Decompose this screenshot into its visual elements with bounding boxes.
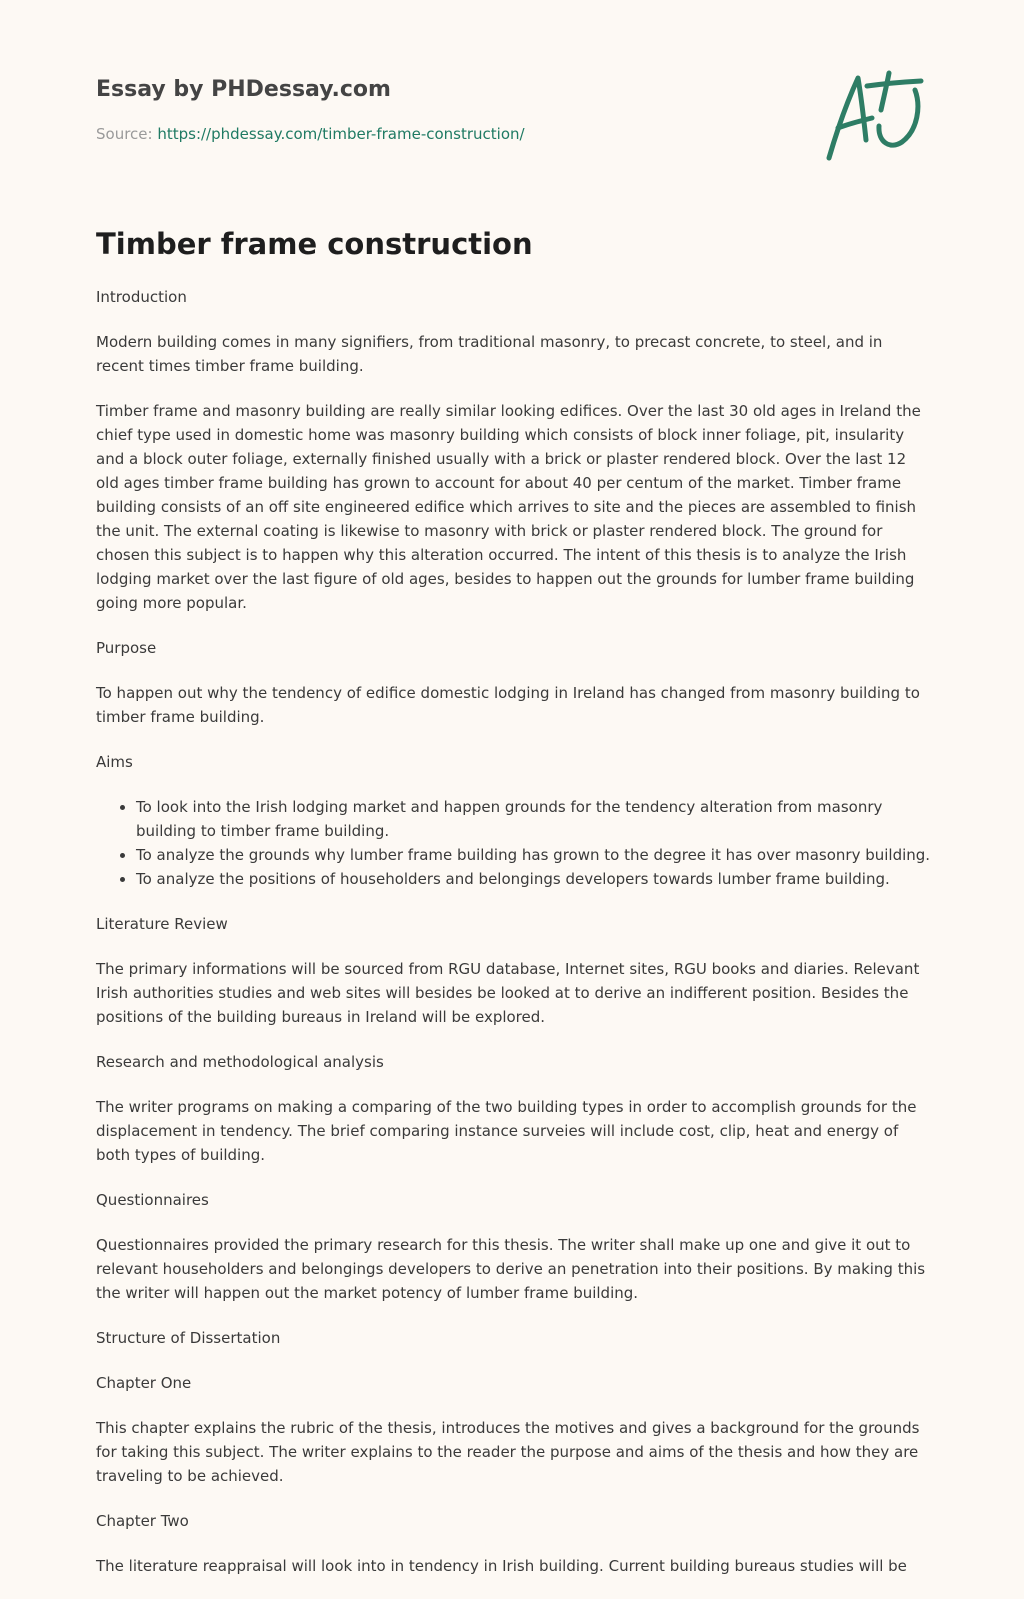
aims-list-item: • To look into the Irish lodging market and happen grounds for the tendency alteration from masonry building to timber frame building. — [136, 795, 932, 843]
aims-list-item: • To analyze the grounds why lumber frame building has grown to the degree it has over masonry building. — [136, 843, 932, 867]
section-heading: Structure of Dissertation — [96, 1329, 281, 1347]
source-line — [96, 124, 525, 144]
body-paragraph: This chapter explains the rubric of the thesis, introduces the motives and gives a background for the grounds for taking this subject. The writer explains to the reader the purpose and aims of the thesis and how they are traveling to be achieved. — [96, 1419, 920, 1485]
section-heading: Purpose — [96, 639, 157, 657]
section-heading: Chapter One — [96, 1374, 192, 1392]
section-heading: Aims — [96, 753, 133, 771]
body-paragraph: Questionnaires provided the primary research for this thesis. The writer shall make up one and give it out to relevant householders and belongings developers to derive an penetration into their positions. By making this the writer will happen out the market potency of lumber frame building. — [96, 1236, 926, 1302]
source-label: Source: — [96, 125, 158, 143]
aims-list-item: • To analyze the positions of householders and belongings developers towards lumber frame building. — [136, 867, 932, 891]
source-link[interactable]: https://phdessay.com/timber-frame-construction/ — [157, 125, 525, 143]
a-plus-logo-icon — [820, 66, 930, 166]
body-paragraph: Timber frame and masonry building are really similar looking edifices. Over the last 30 old ages in Ireland the chief type used in domestic home was masonry building which consists of block inner foliage, pit, insularity and a block outer foliage, externally finished usually with a brick or plaster rendered block. Over the last 12 old ages timber frame building has grown to account for about 40 per centum of the market. Timber frame building consists of an off site engineered edifice which arrives to site and the pieces are assembled to finish the unit. The external coating is likewise to masonry with brick or plaster rendered block. The ground for chosen this subject is to happen why this alteration occurred. The intent of this thesis is to analyze the Irish lodging market over the last figure of old ages, besides to happen out the grounds for lumber frame building going more popular. — [96, 402, 921, 612]
section-heading: Chapter Two — [96, 1512, 189, 1530]
section-heading: Literature Review — [96, 915, 228, 933]
essay-title: Timber frame construction — [96, 227, 533, 261]
body-paragraph: The writer programs on making a comparing of the two building types in order to accomplish grounds for the displacement in tendency. The brief comparing instance surveies will include cost, clip, heat and energy of both types of building. — [96, 1098, 917, 1164]
body-paragraph: Modern building comes in many signifiers, from traditional masonry, to precast concrete, to steel, and in recent times timber frame building. — [96, 333, 883, 375]
section-heading: Introduction — [96, 288, 187, 306]
aims-list — [96, 795, 932, 891]
a-plus-logo-graphic — [820, 66, 930, 166]
body-paragraph: To happen out why the tendency of edifice domestic lodging in Ireland has changed from masonry building to timber frame building. — [96, 684, 920, 726]
site-brand: Essay by PHDessay.com — [96, 77, 391, 102]
section-heading: Questionnaires — [96, 1191, 209, 1209]
body-paragraph: The literature reappraisal will look into in tendency in Irish building. Current building bureaus studies will be — [96, 1557, 907, 1575]
section-heading: Research and methodological analysis — [96, 1053, 384, 1071]
body-paragraph: The primary informations will be sourced from RGU database, Internet sites, RGU books and diaries. Relevant Irish authorities studies and web sites will besides be looked at to derive an indifferent position. Besides the positions of the building bureaus in Ireland will be explored. — [96, 960, 920, 1026]
essay-content — [96, 285, 932, 1599]
